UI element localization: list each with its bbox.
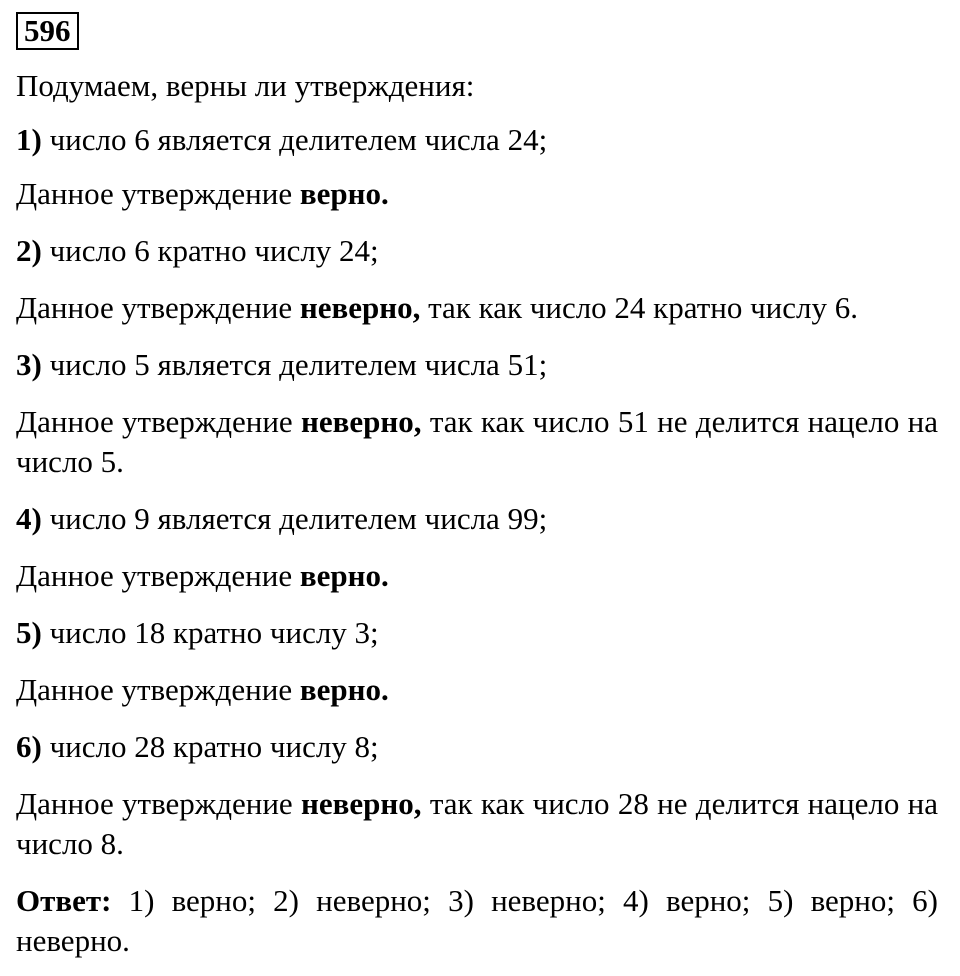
item-label: 3) [16,347,42,382]
statement-1 [16,120,938,160]
verdict-reason: так как число 51 не делится нацело на число 5. [16,404,938,479]
verdict-prefix: Данное утверждение [16,290,300,325]
item-statement: число 9 является делителем числа 99; [49,501,548,536]
item-statement: число 5 является делителем числа 51; [49,347,548,382]
verdict-word: неверно, [299,290,421,325]
verdict-2 [16,288,938,328]
verdict-prefix: Данное утверждение [16,786,302,821]
verdict-prefix: Данное утверждение [16,404,302,439]
verdict-prefix: Данное утверждение [16,672,300,707]
verdict-prefix: Данное утверждение [16,558,300,593]
verdict-6 [16,784,938,864]
intro-text: Подумаем, верны ли утверждения: [16,68,475,103]
item-label: 2) [16,233,42,268]
item-statement: число 28 кратно числу 8; [49,729,379,764]
answer-label: Ответ: [16,883,112,918]
item-label: 4) [16,501,42,536]
verdict-4 [16,556,938,596]
verdict-word: верно. [299,558,389,593]
verdict-5 [16,670,938,710]
verdict-reason: так как число 28 не делится нацело на число 8. [16,786,938,861]
answer-text: 1) верно; 2) неверно; 3) неверно; 4) верно; 5) верно; 6) неверно. [16,883,938,958]
statement-3 [16,345,938,385]
statement-2 [16,231,938,271]
item-statement: число 6 является делителем числа 24; [49,122,548,157]
verdict-word: верно. [299,672,389,707]
verdict-prefix: Данное утверждение [16,176,300,211]
verdict-word: верно. [299,176,389,211]
statement-6 [16,727,938,767]
answer [16,881,938,961]
verdict-1 [16,174,938,214]
item-statement: число 6 кратно числу 24; [49,233,379,268]
problem-number: 596 [16,12,79,50]
verdict-reason: так как число 24 кратно числу 6. [420,290,858,325]
verdict-word: неверно, [301,786,422,821]
item-label: 1) [16,122,42,157]
item-label: 6) [16,729,42,764]
verdict-word: неверно, [301,404,422,439]
verdict-3 [16,402,938,482]
item-statement: число 18 кратно числу 3; [49,615,379,650]
item-label: 5) [16,615,42,650]
statement-4 [16,499,938,539]
statement-5 [16,613,938,653]
